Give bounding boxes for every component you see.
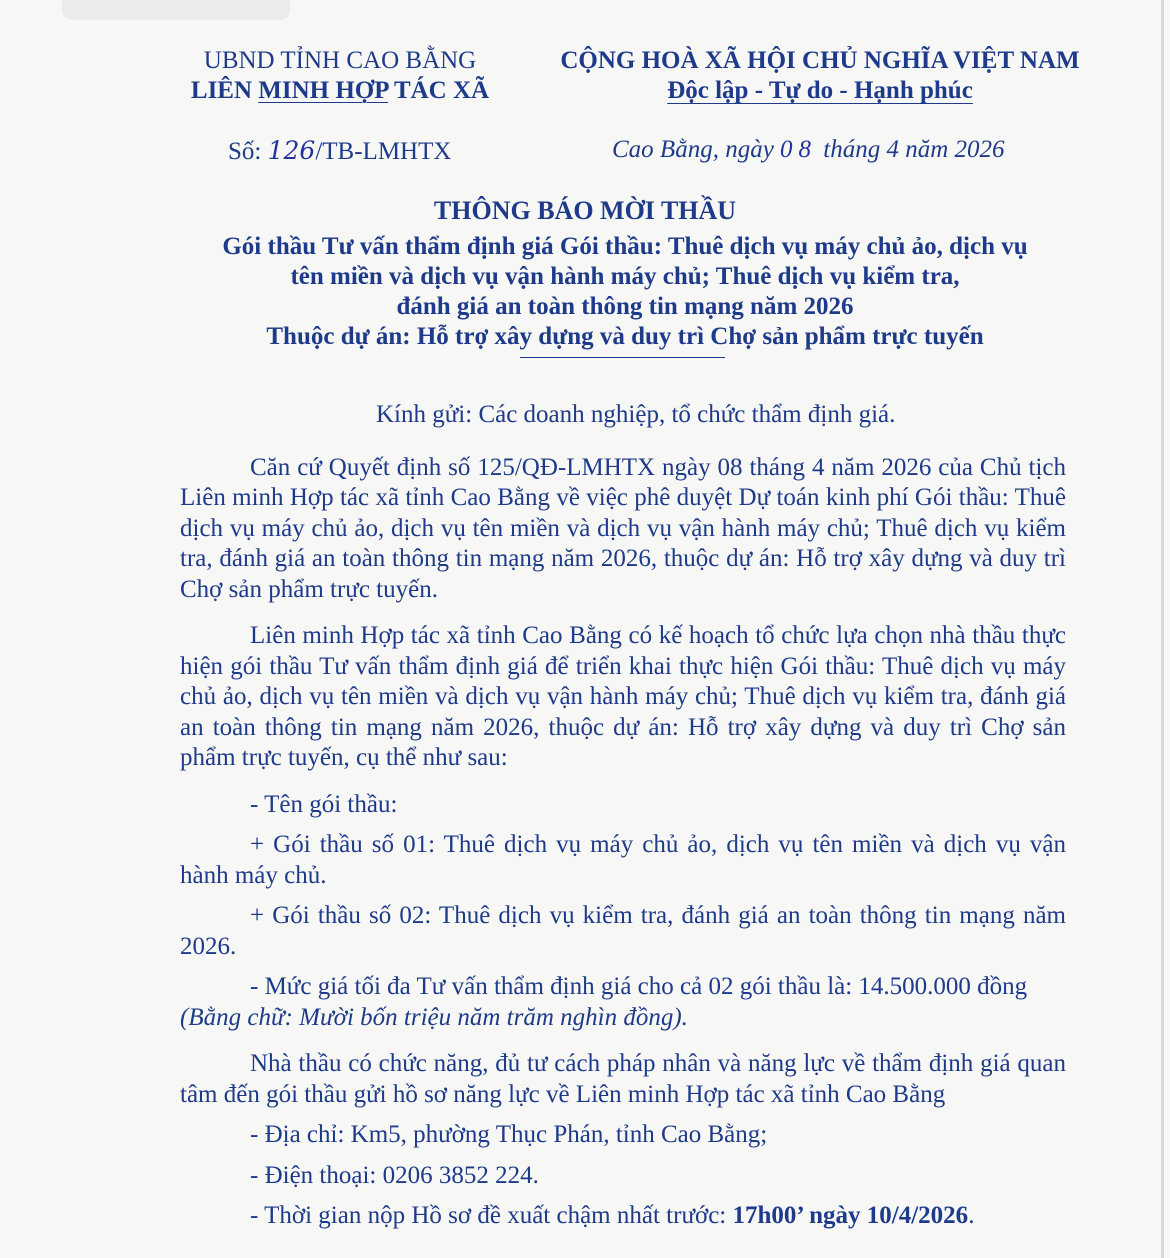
subtitle-line-2: tên miền và dịch vụ vận hành máy chủ; Thuê dịch vụ kiểm tra,	[290, 263, 960, 290]
document-number	[228, 136, 451, 166]
top-overlay-bar	[62, 0, 290, 20]
document-title: THÔNG BÁO MỜI THẦU	[433, 196, 737, 225]
deadline-end: .	[968, 1202, 975, 1229]
deadline-value: 17h00’ ngày 10/4/2026	[732, 1202, 969, 1229]
date-suffix: tháng 4 năm 2026	[817, 136, 1005, 163]
deadline-prefix: - Thời gian nộp Hồ sơ đề xuất chậm nhất trước:	[250, 1202, 733, 1229]
greeting: Kính gửi: Các doanh nghiệp, tổ chức thẩm định giá.	[376, 401, 896, 428]
contact-phone: - Điện thoại: 0206 3852 224.	[250, 1161, 539, 1189]
document-date	[612, 136, 1005, 164]
date-day-handwritten: 08	[780, 136, 818, 163]
max-price-in-words: (Bằng chữ: Mười bốn triệu năm trăm nghìn đồng).	[180, 1003, 688, 1031]
document-body	[180, 400, 1066, 1232]
national-header	[560, 46, 1080, 106]
date-prefix: Cao Bằng, ngày	[612, 136, 781, 163]
org-line-2-b: MINH HỢP	[258, 77, 389, 104]
subtitle-line-1: Gói thầu Tư vấn thẩm định giá Gói thầu: Thuê dịch vụ máy chủ ảo, dịch vụ	[222, 233, 1028, 260]
org-line-1: UBND TỈNH CAO BẰNG	[203, 47, 477, 74]
paragraph-plan: Liên minh Hợp tác xã tỉnh Cao Bằng có kế hoạch tổ chức lựa chọn nhà thầu thực hiện gói thầu Tư vấn thẩm định giá để triển khai thực hiện Gói thầu: Thuê dịch vụ máy chủ ảo, dịch vụ tên miền và dịch vụ vận hành máy chủ; Thuê dịch vụ kiểm tra, đánh giá an toàn thông tin mạng năm 2026, thuộc dự án: Hỗ trợ xây dựng và duy trì Chợ sản phẩm trực tuyến, cụ thể như sau:	[180, 622, 1066, 771]
org-line-2-c: TÁC XÃ	[388, 77, 490, 104]
max-price: - Mức giá tối đa Tư vấn thẩm định giá cho cả 02 gói thầu là: 14.500.000 đồng	[250, 973, 1028, 1000]
submission-deadline	[180, 1201, 1066, 1232]
subtitle-line-3: đánh giá an toàn thông tin mạng năm 2026	[396, 293, 854, 320]
contact-address: - Địa chỉ: Km5, phường Thục Phán, tỉnh Cao Bằng;	[250, 1121, 768, 1148]
issuing-organization	[180, 46, 500, 106]
paragraph-invitation: Nhà thầu có chức năng, đủ tư cách pháp nhân và năng lực về thẩm định giá quan tâm đến gói thầu gửi hồ sơ năng lực về Liên minh Hợp tác xã tỉnh Cao Bằng	[180, 1050, 1066, 1108]
package-02: + Gói thầu số 02: Thuê dịch vụ kiểm tra, đánh giá an toàn thông tin mạng năm 2026.	[180, 902, 1066, 960]
subtitle-rule	[520, 357, 725, 358]
document-subtitle	[150, 232, 1100, 352]
package-name-heading: - Tên gói thầu:	[250, 790, 398, 818]
doc-no-handwritten: 126	[267, 136, 316, 165]
subtitle-line-4: Thuộc dự án: Hỗ trợ xây dựng và duy trì Chợ sản phẩm trực tuyến	[266, 323, 984, 350]
nation-name: CỘNG HOÀ XÃ HỘI CHỦ NGHĨA VIỆT NAM	[560, 47, 1080, 74]
paragraph-basis: Căn cứ Quyết định số 125/QĐ-LMHTX ngày 08 tháng 4 năm 2026 của Chủ tịch Liên minh Hợp tác xã tỉnh Cao Bằng về việc phê duyệt Dự toán kinh phí Gói thầu: Thuê dịch vụ máy chủ ảo, dịch vụ tên miền và dịch vụ vận hành máy chủ; Thuê dịch vụ kiểm tra, đánh giá an toàn thông tin mạng năm 2026, thuộc dự án: Hỗ trợ xây dựng và duy trì Chợ sản phẩm trực tuyến.	[180, 453, 1066, 603]
package-01: + Gói thầu số 01: Thuê dịch vụ máy chủ ảo, dịch vụ tên miền và dịch vụ vận hành máy chủ.	[180, 831, 1066, 889]
page-edge	[1161, 0, 1164, 1258]
doc-no-prefix: Số:	[228, 138, 268, 165]
org-line-2-a: LIÊN	[190, 77, 259, 104]
org-line-2	[180, 76, 500, 106]
national-motto: Độc lập - Tự do - Hạnh phúc	[667, 77, 973, 104]
doc-no-suffix: /TB-LMHTX	[315, 138, 452, 165]
